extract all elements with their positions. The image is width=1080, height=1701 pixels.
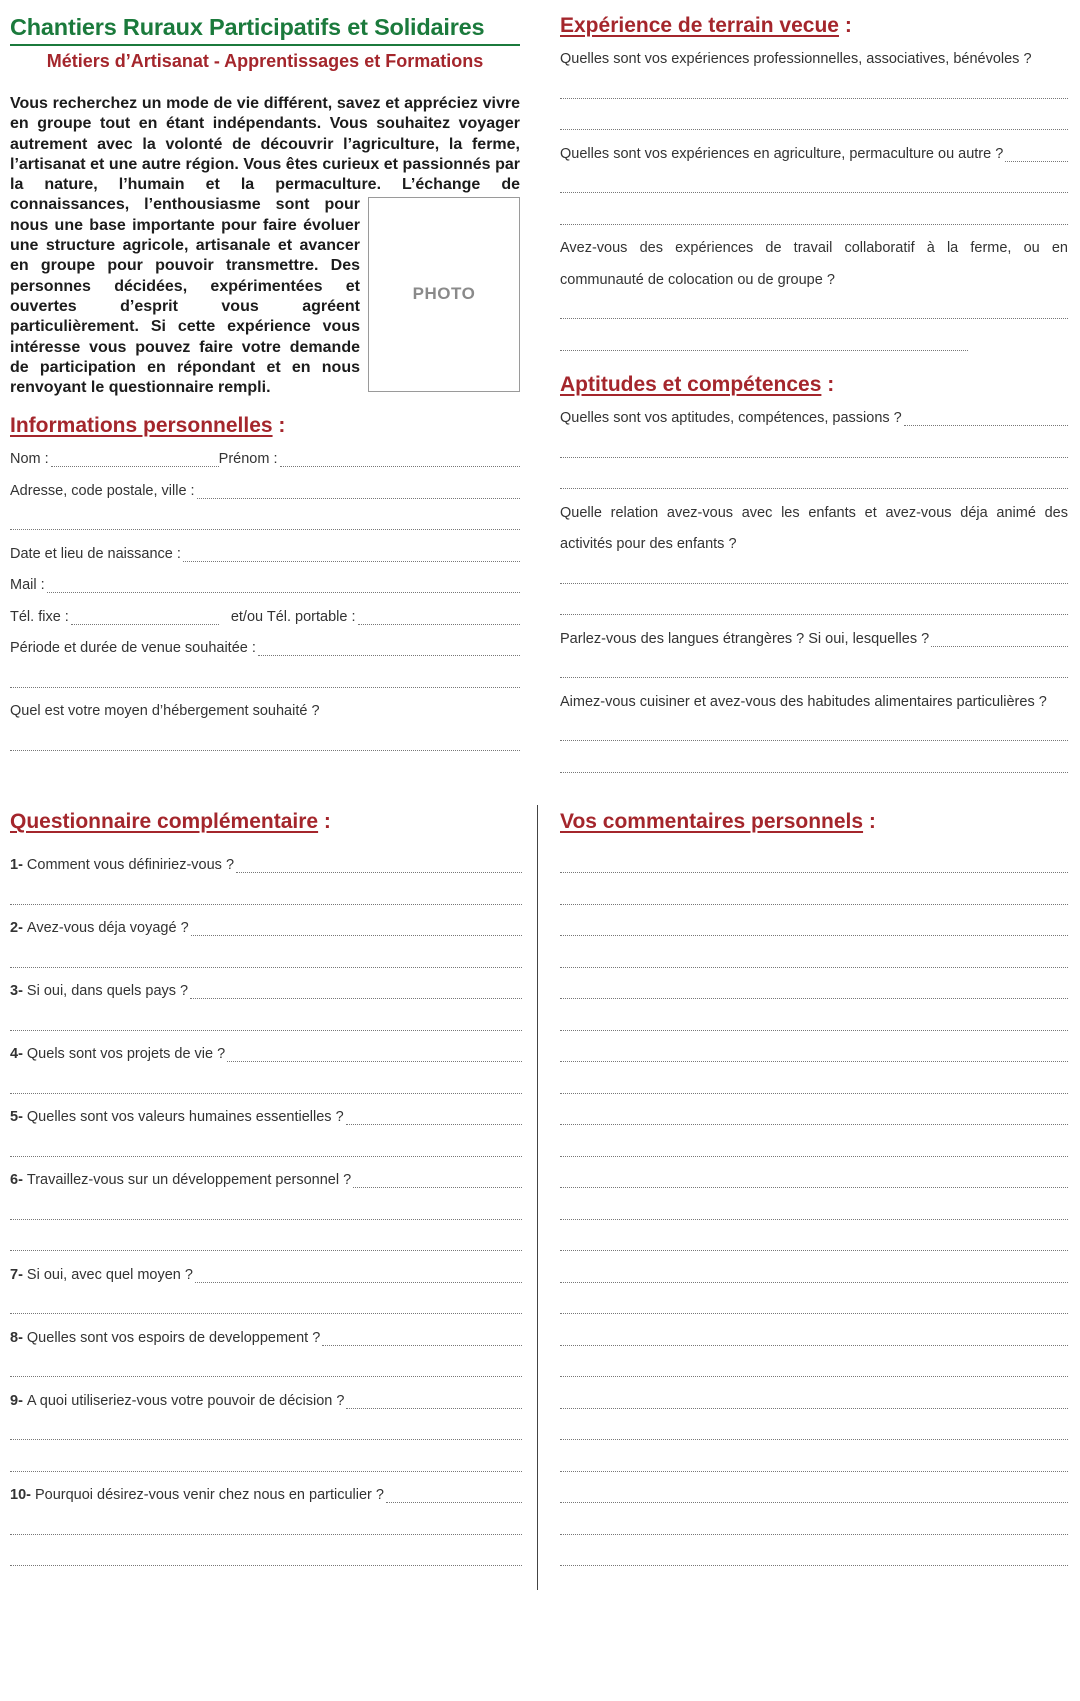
intro-text: PHOTO Vous recherchez un mode de vie différent, savez et appréciez vivre en groupe tout en étant indépendants. Vous souhaitez voyager autrement avec la volonté de découvrir l’agriculture, la ferme, l’artisanat et une autre région. Vous êtes curieux et passionnés par la nature, l’humain et la permaculture. L’échange de connaissances, l’enthousiasme sont pour nous une base importante pour faire évoluer une structure agricole, artisanale et avancer en groupe pour pouvoir transmettre. Des personnes décidées, expérimentées et ouvertes d’esprit vous agréent particulièrement. Si cette expérience vous intéresse vous pouvez faire votre demande de participation en répondant et en nous renvoyant le questionnaire rempli. xyxy=(10,95,520,397)
answer-input[interactable] xyxy=(234,850,522,882)
comment-line[interactable] xyxy=(560,1071,1068,1103)
comment-line[interactable] xyxy=(560,976,1068,1008)
question-text: Quelles sont vos valeurs humaines essentielles ? xyxy=(26,1109,344,1125)
comment-line[interactable] xyxy=(560,1260,1068,1292)
adresse-field[interactable] xyxy=(10,476,520,508)
comment-line[interactable] xyxy=(560,1543,1068,1575)
questionnaire-list xyxy=(10,850,522,1575)
nom-input[interactable] xyxy=(49,444,219,476)
experience-q2[interactable]: Quelles sont vos expériences en agriculture, permaculture ou autre ? xyxy=(560,139,1068,171)
answer-input[interactable] xyxy=(351,1165,522,1197)
comment-line[interactable] xyxy=(560,1386,1068,1418)
question-number: 9- xyxy=(10,1392,23,1409)
adresse-input[interactable] xyxy=(195,476,520,508)
experience-q2-line-1[interactable] xyxy=(560,170,1068,202)
skills-q1[interactable]: Quelles sont vos aptitudes, compétences, passions ? xyxy=(560,403,1068,435)
tel-portable-label: et/ou Tél. portable : xyxy=(230,608,356,625)
comment-line[interactable] xyxy=(560,1228,1068,1260)
tel-fixe-input[interactable] xyxy=(69,602,219,634)
skills-q4-line-1[interactable] xyxy=(560,718,1068,750)
mail-label: Mail : xyxy=(10,577,45,593)
answer-input[interactable] xyxy=(384,1480,522,1512)
skills-heading: Aptitudes et compétences : xyxy=(560,373,835,396)
comment-line[interactable] xyxy=(560,1008,1068,1040)
comments-section xyxy=(560,808,1068,1575)
answer-line[interactable] xyxy=(10,1291,522,1323)
answer-line[interactable] xyxy=(10,1354,522,1386)
personal-info-section xyxy=(10,412,520,759)
comment-line[interactable] xyxy=(560,1291,1068,1323)
answer-input[interactable] xyxy=(188,976,522,1008)
naissance-field[interactable] xyxy=(10,539,520,571)
comment-line[interactable] xyxy=(560,1512,1068,1544)
experience-q1: Quelles sont vos expériences professionnelles, associatives, bénévoles ? xyxy=(560,51,1032,67)
experience-q3-line-1[interactable] xyxy=(560,296,1068,328)
question-number: 10- xyxy=(10,1487,31,1503)
skills-q3-line-1[interactable] xyxy=(560,655,1068,687)
question-text: Si oui, dans quels pays ? xyxy=(26,983,189,999)
comments-heading: Vos commentaires personnels : xyxy=(560,810,876,833)
comment-line[interactable] xyxy=(560,1354,1068,1386)
answer-line[interactable] xyxy=(10,945,522,977)
adresse-line-2[interactable] xyxy=(10,507,520,539)
skills-q4-line-2[interactable] xyxy=(560,750,1068,782)
page-title: Chantiers Ruraux Participatifs et Solidaires xyxy=(10,14,485,40)
questionnaire-heading: Questionnaire complémentaire : xyxy=(10,810,331,833)
naissance-input[interactable] xyxy=(181,539,520,571)
comment-line[interactable] xyxy=(560,1165,1068,1197)
question-text: Avez-vous déja voyagé ? xyxy=(26,920,189,936)
answer-line[interactable] xyxy=(10,882,522,914)
answer-line[interactable] xyxy=(10,1134,522,1166)
question-number: 3- xyxy=(10,983,23,999)
question-item[interactable] xyxy=(10,1480,522,1512)
question-item[interactable] xyxy=(10,1165,522,1197)
comment-line[interactable] xyxy=(560,1197,1068,1229)
answer-input[interactable] xyxy=(320,1323,522,1355)
answer-input[interactable] xyxy=(344,1386,522,1418)
question-number: 4- xyxy=(10,1046,23,1062)
answer-input[interactable] xyxy=(225,1039,522,1071)
question-number: 5- xyxy=(10,1109,23,1125)
comments-lines[interactable] xyxy=(560,850,1068,1575)
personal-info-heading: Informations personnelles : xyxy=(10,414,286,437)
question-number: 6- xyxy=(10,1172,23,1188)
title-rule xyxy=(10,44,520,46)
answer-line[interactable] xyxy=(10,1512,522,1544)
answer-line[interactable] xyxy=(10,1449,522,1481)
answer-input[interactable] xyxy=(189,913,522,945)
photo-placeholder[interactable] xyxy=(368,197,520,392)
question-text: Quelles sont vos espoirs de developpement ? xyxy=(26,1329,321,1346)
skills-q3[interactable]: Parlez-vous des langues étrangères ? Si oui, lesquelles ? xyxy=(560,624,1068,656)
photo-label: PHOTO xyxy=(412,284,476,304)
question-text: Quels sont vos projets de vie ? xyxy=(26,1046,226,1062)
telephone-field[interactable] xyxy=(10,602,520,634)
comment-line[interactable] xyxy=(560,1449,1068,1481)
hebergement-input[interactable] xyxy=(10,728,520,760)
comment-line[interactable] xyxy=(560,1323,1068,1355)
answer-input[interactable] xyxy=(193,1260,522,1292)
nom-prenom-field[interactable] xyxy=(10,444,520,476)
experience-q1-line-1[interactable] xyxy=(560,76,1068,108)
question-item[interactable] xyxy=(10,976,522,1008)
comment-line[interactable] xyxy=(560,1039,1068,1071)
skills-q2-line-2[interactable] xyxy=(560,592,1068,624)
skills-q1-line-2[interactable] xyxy=(560,466,1068,498)
experience-heading: Expérience de terrain vecue : xyxy=(560,14,852,37)
question-text: Comment vous définiriez-vous ? xyxy=(26,857,235,873)
experience-q2-line-2[interactable] xyxy=(560,202,1068,234)
nom-label: Nom : xyxy=(10,451,49,467)
comment-line[interactable] xyxy=(560,1102,1068,1134)
skills-q2: Quelle relation avez-vous avec les enfants et avez-vous déja animé des activités pour des enfants ? xyxy=(560,504,1068,552)
comment-line[interactable] xyxy=(560,945,1068,977)
column-divider xyxy=(537,805,538,1590)
question-number: 7- xyxy=(10,1266,23,1283)
periode-field[interactable] xyxy=(10,633,520,665)
prenom-label: Prénom : xyxy=(218,451,278,467)
answer-line[interactable] xyxy=(10,1543,522,1575)
question-item[interactable] xyxy=(10,1386,522,1418)
periode-label: Période et durée de venue souhaitée : xyxy=(10,640,256,656)
question-number: 2- xyxy=(10,920,23,936)
question-text: Si oui, avec quel moyen ? xyxy=(26,1266,193,1283)
questionnaire-section xyxy=(10,808,522,1575)
tel-portable-input[interactable] xyxy=(356,602,520,634)
answer-line[interactable] xyxy=(10,1008,522,1040)
experience-q1-line-2[interactable] xyxy=(560,107,1068,139)
mail-input[interactable] xyxy=(45,570,520,602)
question-item[interactable] xyxy=(10,913,522,945)
answer-input[interactable] xyxy=(344,1102,522,1134)
question-number: 1- xyxy=(10,857,23,873)
comment-line[interactable] xyxy=(560,1480,1068,1512)
question-item[interactable] xyxy=(10,1039,522,1071)
answer-line[interactable] xyxy=(10,1197,522,1229)
answer-line[interactable] xyxy=(10,1417,522,1449)
experience-q3-line-2[interactable] xyxy=(560,328,968,360)
hebergement-field xyxy=(10,696,520,728)
answer-line[interactable] xyxy=(10,1071,522,1103)
hebergement-label: Quel est votre moyen d’hébergement souhaité ? xyxy=(10,703,320,719)
mail-field[interactable] xyxy=(10,570,520,602)
periode-line-2[interactable] xyxy=(10,665,520,697)
question-text: Travaillez-vous sur un développement personnel ? xyxy=(26,1172,352,1188)
answer-line[interactable] xyxy=(10,1228,522,1260)
question-item[interactable] xyxy=(10,850,522,882)
question-item[interactable] xyxy=(10,1323,522,1355)
question-number: 8- xyxy=(10,1329,23,1346)
comment-line[interactable] xyxy=(560,882,1068,914)
comment-line[interactable] xyxy=(560,913,1068,945)
question-text: A quoi utiliseriez-vous votre pouvoir de décision ? xyxy=(26,1392,345,1409)
question-text: Pourquoi désirez-vous venir chez nous en particulier ? xyxy=(34,1487,384,1503)
skills-q4: Aimez-vous cuisiner et avez-vous des habitudes alimentaires particulières ? xyxy=(560,693,1047,710)
comment-line[interactable] xyxy=(560,850,1068,882)
experience-q3: Avez-vous des expériences de travail collaboratif à la ferme, ou en communauté de colocation ou de groupe ? xyxy=(560,240,1068,288)
prenom-input[interactable] xyxy=(278,444,520,476)
left-top-column xyxy=(10,12,520,719)
right-top-column xyxy=(560,12,1068,781)
tel-fixe-label: Tél. fixe : xyxy=(10,608,69,625)
question-item[interactable] xyxy=(10,1260,522,1292)
adresse-label: Adresse, code postale, ville : xyxy=(10,482,195,499)
periode-input[interactable] xyxy=(256,633,520,665)
question-item[interactable] xyxy=(10,1102,522,1134)
page-subtitle: Métiers d’Artisanat - Apprentissages et Formations xyxy=(46,51,484,71)
comment-line[interactable] xyxy=(560,1417,1068,1449)
skills-q2-line-1[interactable] xyxy=(560,561,1068,593)
comment-line[interactable] xyxy=(560,1134,1068,1166)
skills-q1-line-1[interactable] xyxy=(560,435,1068,467)
naissance-label: Date et lieu de naissance : xyxy=(10,545,181,562)
